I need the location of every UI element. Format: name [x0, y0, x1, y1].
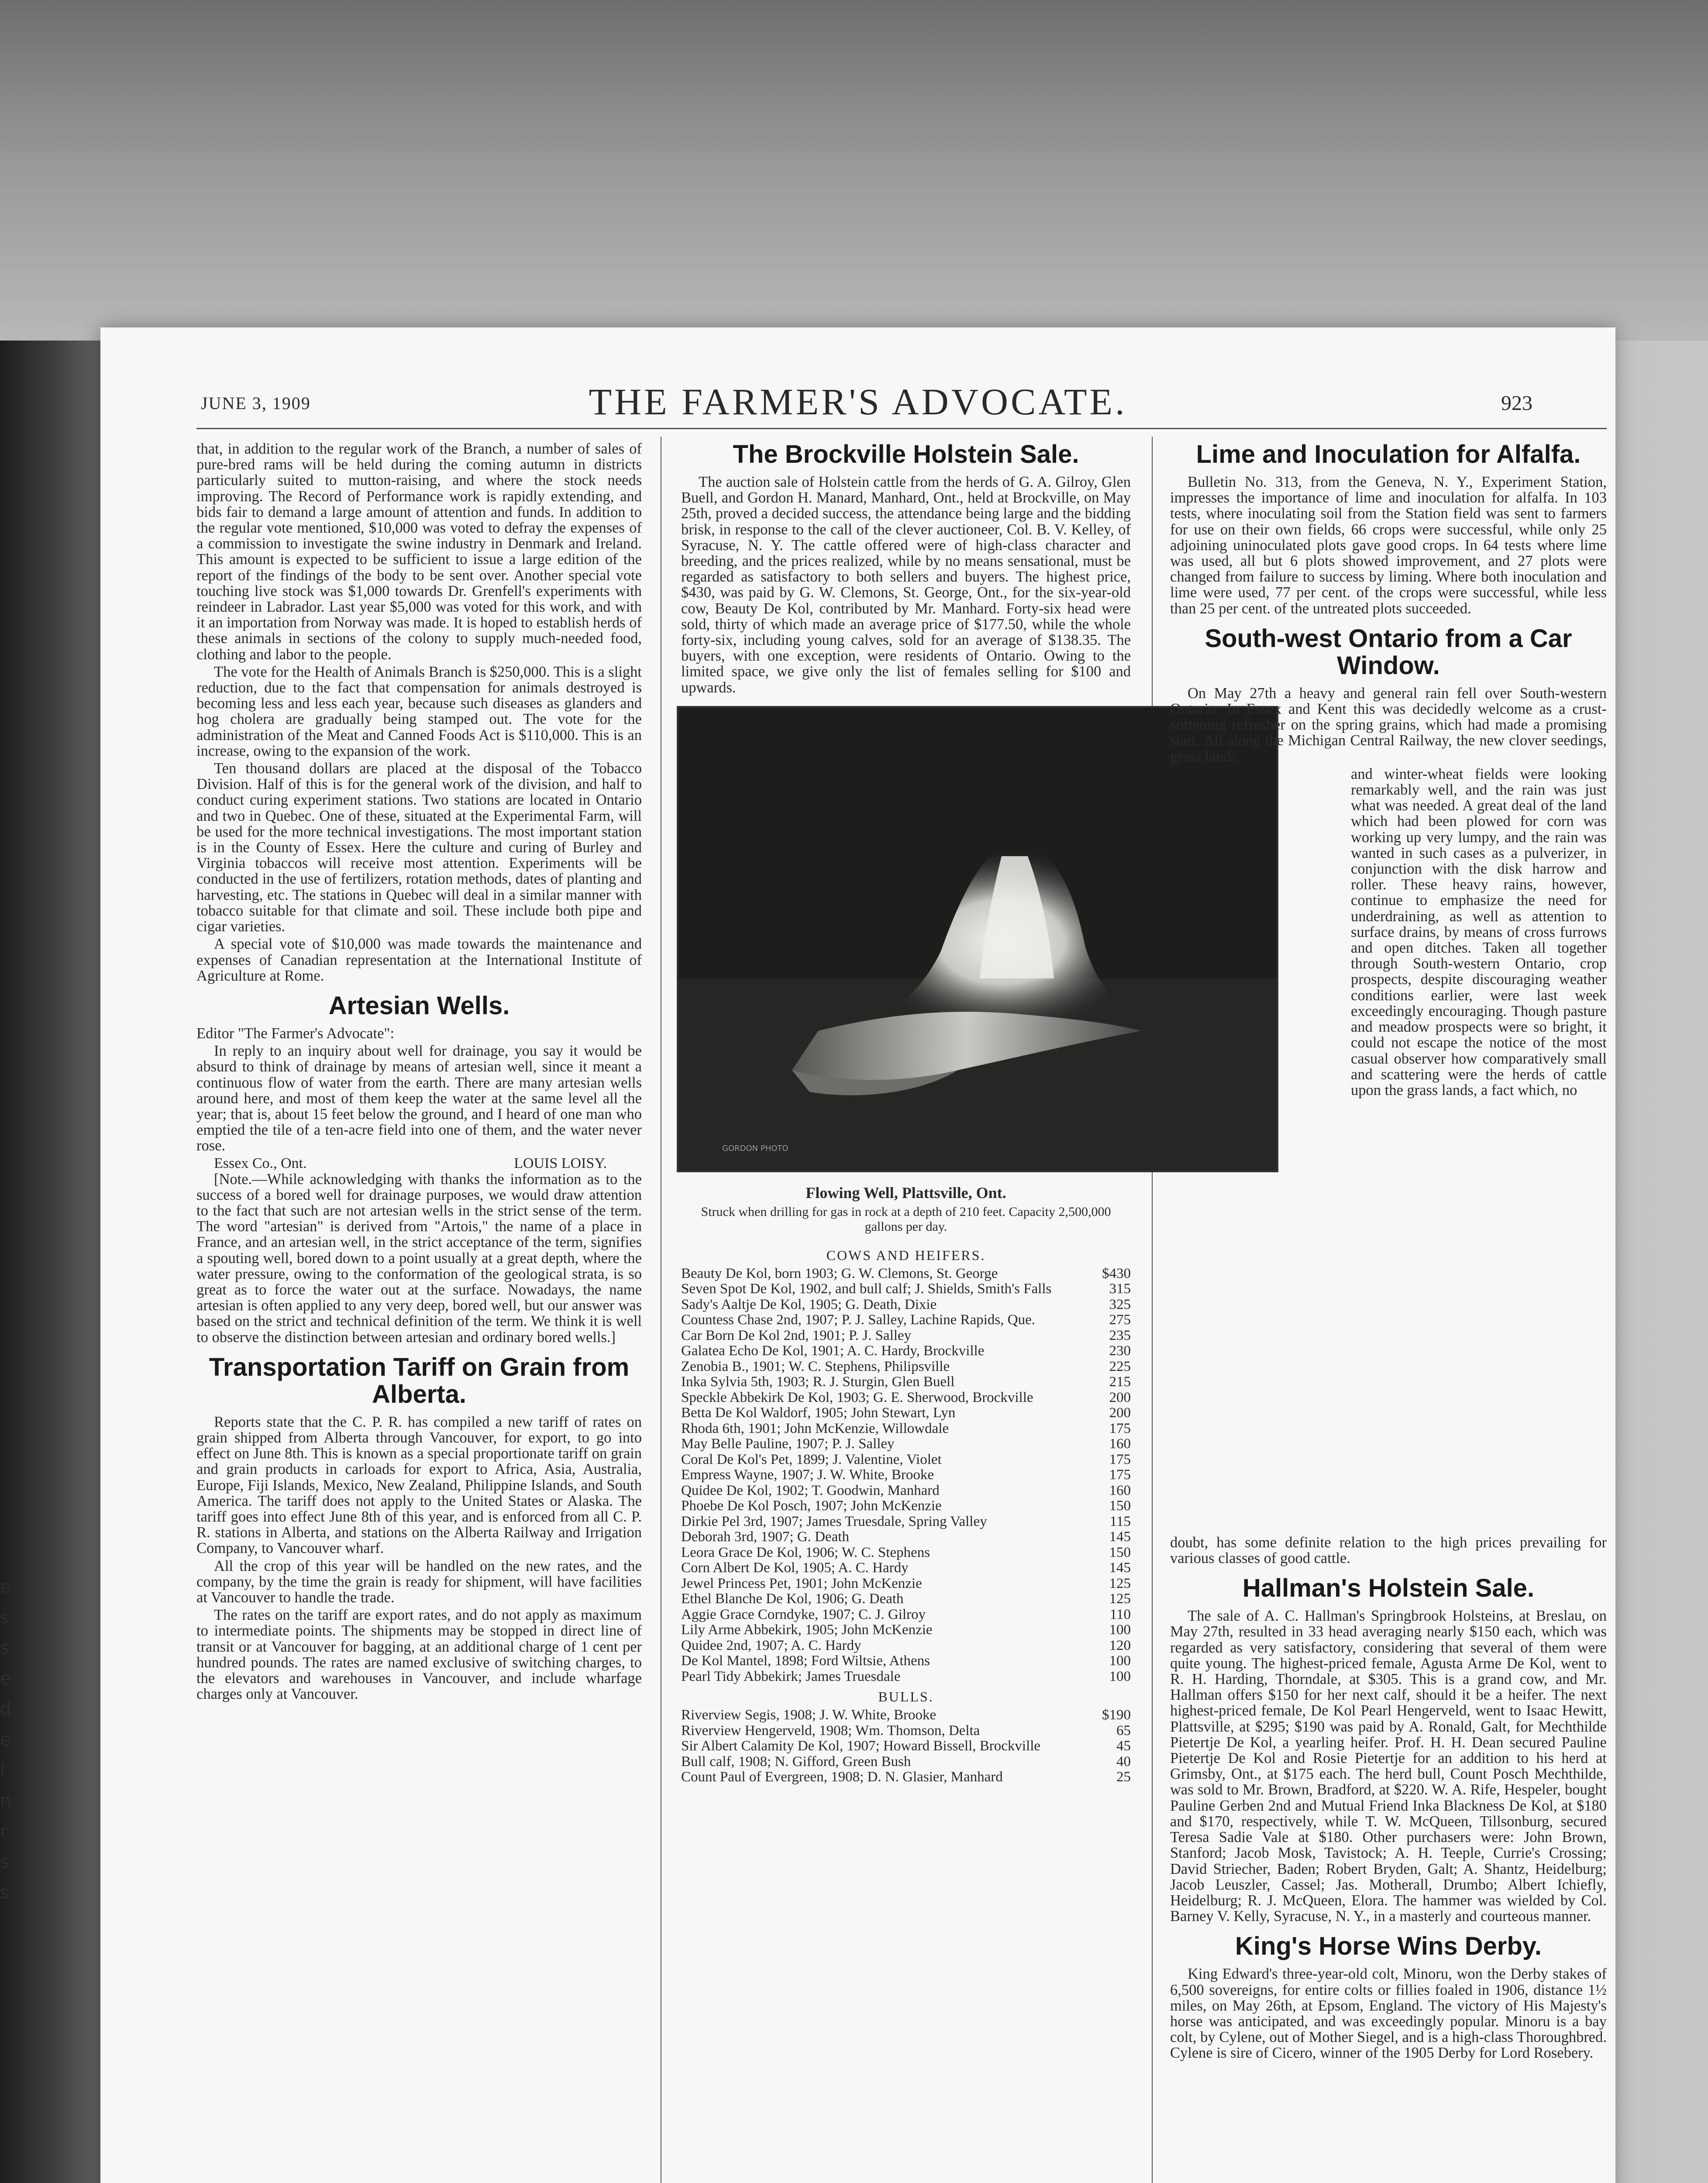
animal-buyer: Coral De Kol's Pet, 1899; J. Valentine, Violet: [681, 1451, 942, 1467]
left-margin-bleed-letters: [0, 1572, 61, 2183]
sale-price: 150: [1109, 1544, 1131, 1560]
photo-subcaption: Struck when drilling for gas in rock at a depth of 210 feet. Capacity 2,500,000 gallons per day.: [701, 1204, 1111, 1234]
cows-heading: COWS AND HEIFERS.: [826, 1247, 986, 1263]
sale-row: [681, 1560, 1131, 1576]
sale-row: [681, 1607, 1131, 1623]
animal-buyer: Corn Albert De Kol, 1905; A. C. Hardy: [681, 1560, 909, 1576]
paragraph: A special vote of $10,000 was made towards the maintenance and expenses of Canadian representation at the International Institute of Agriculture at Rome.: [196, 936, 642, 984]
sale-row: [681, 1723, 1131, 1739]
letter-signature: [196, 1156, 642, 1171]
right-column: [1170, 441, 1607, 2063]
sale-row: [681, 1467, 1131, 1483]
sale-row: [681, 1545, 1131, 1561]
animal-buyer: Car Born De Kol 2nd, 1901; P. J. Salley: [681, 1327, 912, 1343]
sale-price: 215: [1109, 1374, 1131, 1390]
animal-buyer: Pearl Tidy Abbekirk; James Truesdale: [681, 1668, 901, 1684]
sale-price: 120: [1109, 1637, 1131, 1653]
sale-price: 145: [1109, 1560, 1131, 1576]
sale-price: 110: [1109, 1606, 1131, 1622]
paragraph: doubt, has some definite relation to the high prices prevailing for various classes of good cattle.: [1170, 1534, 1607, 1567]
section-title-lime: Lime and Inoculation for Alfalfa.: [1196, 440, 1581, 468]
animal-buyer: Riverview Segis, 1908; J. W. White, Brooke: [681, 1707, 937, 1723]
paragraph: The sale of A. C. Hallman's Springbrook Holsteins, at Breslau, on May 27th, resulted in 33 head averaging nearly $150 each, which was regarded as very satisfactory, considering that several of them were quite young. The highest-priced female, Agusta Arme De Kol, went to R. H. Harding, Thorndale, at $305. This is a grand cow, and Mr. Hallman offers $150 for her next calf, should it be a heifer. The next highest-priced female, De Kol Pearl Hengerveld, went to Isaac Hewitt, Plattsville, at $295; $190 was paid by A. Ronald, Galt, for Mechthilde Pietertje De Kol, a yearling heifer. Prof. H. H. Dean secured Pauline Pietertje De Kol and Rosie Pietertje for an addition to his herd at Grimsby, Ont., at $175 each. The herd bull, Count Posch Mechthilde, was sold to Mr. Brown, Bradford, at $220. W. A. Rife, Hespeler, bought Pauline Gerben 2nd and Mutual Friend Inka Blackness De Kol, at $180 and $170, respectively, while T. W. McQueen, Tillsonburg, secured Teresa Sadie Vale at $180. Other purchasers were: John Brown, Stanford; Jacob Mosk, Tavistock; A. H. Teeple, Currie's Crossing; David Striecher, Baden; Robert Bryden, Galt; A. Shantz, Heidelburg; Jacob Leuszler, Cassel; Jas. Motherall, Drumbo; Albert Ichiefly, Heidelburg; R. J. McQueen, Elora. The hammer was wielded by Col. Barney V. Kelly, Syracuse, N. Y., in a masterly and courteous manner.: [1170, 1608, 1607, 1925]
section-title-derby: King's Horse Wins Derby.: [1235, 1932, 1542, 1961]
paragraph: In reply to an inquiry about well for drainage, you say it would be absurd to think of drainage by means of artesian well, since it meant a continuous flow of water from the earth. There are many artesian wells around here, and most of them keep the water at the same level all the year; that is, about 15 feet below the ground, and I heard of one man who emptied the tile of a ten-acre field into one of them, and the water never rose.: [196, 1043, 642, 1154]
margin-mark: s: [0, 1608, 9, 1628]
animal-buyer: Zenobia B., 1901; W. C. Stephens, Philipsville: [681, 1358, 950, 1374]
animal-buyer: Empress Wayne, 1907; J. W. White, Brooke: [681, 1467, 934, 1483]
sale-row: [681, 1436, 1131, 1452]
page-number: 923: [1501, 392, 1532, 415]
cows-sale-table: [681, 1266, 1131, 1685]
margin-mark: e: [0, 1577, 11, 1597]
sale-price: 125: [1109, 1591, 1131, 1607]
paragraph: On May 27th a heavy and general rain fell over South-western Ontario. In Essex and Kent this was decidedly welcome as a crust-softening refresher on the spring grains, which had made a promising start. All along the Michigan Central Railway, the new clover seedings, grass lands: [1170, 685, 1607, 765]
sale-price: $430: [1102, 1265, 1131, 1281]
margin-mark: r: [0, 1821, 7, 1842]
animal-buyer: Quidee De Kol, 1902; T. Goodwin, Manhard: [681, 1482, 940, 1498]
sale-row: [681, 1266, 1131, 1282]
sale-price: 160: [1109, 1436, 1131, 1452]
animal-buyer: De Kol Mantel, 1898; Ford Wiltsie, Athens: [681, 1653, 930, 1669]
sale-row: [681, 1739, 1131, 1754]
left-column: [196, 441, 642, 1704]
margin-mark: d: [0, 1699, 11, 1719]
paragraph: Bulletin No. 313, from the Geneva, N. Y., Experiment Station, impresses the importance of lime and inoculation for alfalfa. In 103 tests, where inoculating soil from the Station field was sent to farmers for use on their own fields, 66 crops were successful, while only 25 adjoining uninoculated plots gave good crops. In 64 tests where lime was used, all but 6 plots showed improvement, and 27 plots were changed from failure to success by liming. Where both inoculation and lime were used, 77 per cent. of the crops were successful, while less than 25 per cent. of the untreated plots succeeded.: [1170, 474, 1607, 617]
sale-row: [681, 1483, 1131, 1499]
sale-price: 230: [1109, 1343, 1131, 1359]
sale-row: [681, 1754, 1131, 1770]
margin-mark: s: [0, 1883, 9, 1903]
sale-price: 45: [1116, 1738, 1131, 1754]
sale-price: 40: [1116, 1753, 1131, 1770]
paragraph: The auction sale of Holstein cattle from the herds of G. A. Gilroy, Glen Buell, and Gordon H. Manard, Manhard, Ont., held at Brockville, on May 25th, proved a decided success, the attendance being large and the bidding brisk, in response to the call of the clever auctioneer, Col. B. V. Kelley, of Syracuse, N. Y. The cattle offered were of high-class character and breeding, and the prices realized, while by no means sensational, must be regarded as satisfactory to both sellers and buyers. The highest price, $430, was paid by G. W. Clemons, St. George, Ont., for the six-year-old cow, Beauty De Kol, contributed by Mr. Manhard. Forty-six head were sold, thirty of which made an average price of $177.50, while the whole forty-six, including young calves, sold for an average of $138.35. The buyers, with one exception, were residents of Ontario. Owing to the limited space, we give only the list of females selling for $100 and upwards.: [681, 474, 1131, 696]
margin-mark: s: [0, 1852, 9, 1872]
animal-buyer: Countess Chase 2nd, 1907; P. J. Salley, Lachine Rapids, Que.: [681, 1312, 1035, 1328]
sale-price: 175: [1109, 1451, 1131, 1467]
animal-buyer: Deborah 3rd, 1907; G. Death: [681, 1529, 849, 1545]
sale-row: [681, 1638, 1131, 1654]
animal-buyer: Count Paul of Evergreen, 1908; D. N. Glasier, Manhard: [681, 1769, 1003, 1785]
margin-mark: n: [0, 1791, 11, 1811]
animal-buyer: Dirkie Pel 3rd, 1907; James Truesdale, Spring Valley: [681, 1513, 987, 1529]
signature-place: Essex Co., Ont.: [214, 1155, 307, 1171]
paragraph: that, in addition to the regular work of the Branch, a number of sales of pure-bred rams will be held during the coming autumn in districts particularly suited to mutton-raising, and where the stock needs improving. The Record of Performance work is rapidly extending, and bids fair to demand a large amount of attention and funds. In addition to the regular vote mentioned, $10,000 was voted to defray the expenses of a commission to investigate the swine industry in Denmark and Ireland. This amount is expected to be sufficient to issue a large edition of the report of the findings of the body to be sent over. Another special vote touching live stock was $1,000 towards Dr. Grenfell's experiments with reindeer in Labrador. Last year $5,000 was voted for this work, and with it an importation from Norway was made. It is hoped to establish herds of these animals in sections of the colony to supply much-needed food, clothing and labor to the people.: [196, 441, 642, 663]
sale-price: 235: [1109, 1327, 1131, 1343]
paragraph: All the crop of this year will be handled on the new rates, and the company, by the time the grain is ready for shipment, will have facilities at Vancouver to handle the trade.: [196, 1557, 642, 1606]
animal-buyer: Jewel Princess Pet, 1901; John McKenzie: [681, 1575, 922, 1591]
animal-buyer: Leora Grace De Kol, 1906; W. C. Stephens: [681, 1544, 930, 1560]
section-title-hallman: Hallman's Holstein Sale.: [1242, 1574, 1535, 1603]
sale-row: [681, 1328, 1131, 1344]
sale-price: 225: [1109, 1358, 1131, 1374]
animal-buyer: Quidee 2nd, 1907; A. C. Hardy: [681, 1637, 861, 1653]
sale-row: [681, 1297, 1131, 1313]
paragraph: and winter-wheat fields were looking remarkably well, and the rain was just what was needed. A great deal of the land which had been plowed for corn was working up very lumpy, and the rain was wanted in such cases as a pulverizer, in conjunction with the disk harrow and roller. These heavy rains, however, continue to emphasize the need for underdraining, as well as attention to surface drains, by means of cross furrows and open ditches. Taken all together through South-western Ontario, crop prospects, despite discouraging weather conditions earlier, were last week exceedingly encouraging. Though pasture and meadow prospects were so bright, it could not escape the notice of the most casual observer how comparatively small and scattering were the herds of cattle upon the grass lands, a fact which, no: [1351, 765, 1607, 1098]
section-title-southwest: South-west Ontario from a Car Window.: [1205, 624, 1572, 680]
sale-row: [681, 1343, 1131, 1359]
sale-price: 125: [1109, 1575, 1131, 1591]
sale-price: 150: [1109, 1498, 1131, 1514]
sale-row: [681, 1669, 1131, 1685]
issue-date: JUNE 3, 1909: [201, 393, 311, 413]
editor-salutation: Editor "The Farmer's Advocate":: [196, 1025, 395, 1042]
photo-credit: GORDON PHOTO: [722, 1143, 789, 1153]
animal-buyer: Seven Spot De Kol, 1902, and bull calf; J. Shields, Smith's Falls: [681, 1281, 1052, 1297]
sale-price: $190: [1102, 1707, 1131, 1723]
animal-buyer: Bull calf, 1908; N. Gifford, Green Bush: [681, 1753, 911, 1770]
sale-price: 175: [1109, 1420, 1131, 1436]
animal-buyer: Sir Albert Calamity De Kol, 1907; Howard Bissell, Brockville: [681, 1738, 1041, 1754]
paragraph: Reports state that the C. P. R. has compiled a new tariff of rates on grain shipped from Alberta through Vancouver, for export, to go into effect on June 8th. This is known as a special proportionate tariff on grain and grain products in carloads for export to Africa, Asia, Australia, Europe, Fiji Islands, Mexico, New Zealand, Philippine Islands, and South America. The tariff does not apply to the United States or Alaska. The tariff goes into effect June 8th of this year, and is enforced from all C. P. R. stations in Alberta, and stations on the Alberta Railway and Irrigation Company, to Vancouver wharf.: [196, 1413, 642, 1557]
sale-row: [681, 1653, 1131, 1669]
sale-row: [681, 1390, 1131, 1406]
paragraph: The vote for the Health of Animals Branch is $250,000. This is a slight reduction, due to the fact that compensation for animals destroyed is becoming less and less each year, because such diseases as glanders and hog cholera are gradually being stamped out. The vote for the administration of the Meat and Canned Foods Act is $110,000. This is an increase, owing to the expansion of the work.: [196, 663, 642, 759]
margin-mark: e: [0, 1730, 11, 1750]
sale-price: 315: [1109, 1281, 1131, 1297]
section-title-artesian: Artesian Wells.: [328, 991, 510, 1020]
photo-overlap-space: [1166, 766, 1340, 1535]
animal-buyer: Betta De Kol Waldorf, 1905; John Stewart, Lyn: [681, 1405, 956, 1421]
sale-price: 100: [1109, 1668, 1131, 1684]
animal-buyer: Lily Arme Abbekirk, 1905; John McKenzie: [681, 1622, 933, 1638]
sale-price: 200: [1109, 1405, 1131, 1421]
signature-name: LOUIS LOISY.: [514, 1155, 607, 1171]
editor-note: [Note.—While acknowledging with thanks the information as to the success of a bored well for drainage purposes, we would draw attention to the fact that such are not artesian wells in the strict sense of the term. The word "artesian" is derived from "Artois," the name of a place in France, and an artesian well, in the strict acceptance of the term, signifies a spouting well, bored down to a point usually at a great depth, where the water pressure, owing to the conformation of the geological strata, is so great as to force the water out at the surface. Nowadays, the name artesian is often applied to any very deep, bored well, but our answer was based on the strict and technical definition of the term. We think it is well to observe the distinction between artesian and ordinary bored wells.]: [196, 1171, 642, 1346]
section-title-tariff: Transportation Tariff on Grain from Alberta.: [209, 1353, 630, 1408]
bulls-heading: BULLS.: [878, 1689, 934, 1705]
sale-row: [681, 1529, 1131, 1545]
sale-row: [681, 1359, 1131, 1375]
paragraph: King Edward's three-year-old colt, Minoru, won the Derby stakes of 6,500 sovereigns, for entire colts or fillies foaled in 1906, distance 1½ miles, on May 26th, at Epsom, England. The victory of His Majesty's horse was anticipated, and was exceedingly popular. Minoru is a bay colt, by Cylene, out of Mother Siegel, and is a high-class Thoroughbred. Cylene is sire of Cicero, winner of the 1905 Derby for Lord Rosebery.: [1170, 1966, 1607, 2062]
sale-row: [681, 1405, 1131, 1421]
sale-price: 200: [1109, 1389, 1131, 1405]
sale-price: 115: [1109, 1513, 1131, 1529]
sale-price: 145: [1109, 1529, 1131, 1545]
animal-buyer: Aggie Grace Corndyke, 1907; C. J. Gilroy: [681, 1606, 926, 1622]
margin-mark: e: [0, 1669, 11, 1689]
bulls-sale-table: [681, 1708, 1131, 1785]
paragraph: The rates on the tariff are export rates, and do not apply as maximum to intermediate points. The shipments may be stopped in direct line of transit or at Vancouver for bagging, at an additional charge of 1 cent per hundred pounds. The rates are named exclusive of switching charges, to the elevators and warehouses in Vancouver, and include wharfage charges only at Vancouver.: [196, 1607, 642, 1703]
masthead-title: THE FARMER'S ADVOCATE.: [589, 381, 1127, 423]
sale-row: [681, 1312, 1131, 1328]
sale-row: [681, 1281, 1131, 1297]
sale-row: [681, 1452, 1131, 1468]
sale-row: [681, 1622, 1131, 1638]
sale-row: [681, 1576, 1131, 1592]
animal-buyer: Speckle Abbekirk De Kol, 1903; G. E. Sherwood, Brockville: [681, 1389, 1033, 1405]
animal-buyer: Ethel Blanche De Kol, 1906; G. Death: [681, 1591, 904, 1607]
animal-buyer: Riverview Hengerveld, 1908; Wm. Thomson, Delta: [681, 1722, 980, 1739]
animal-buyer: May Belle Pauline, 1907; P. J. Salley: [681, 1436, 895, 1452]
middle-column: [681, 441, 1131, 1785]
sale-price: 100: [1109, 1622, 1131, 1638]
sale-price: 160: [1109, 1482, 1131, 1498]
sale-row: [681, 1514, 1131, 1530]
photo-caption: Flowing Well, Plattsville, Ont.: [806, 1184, 1006, 1202]
sale-price: 175: [1109, 1467, 1131, 1483]
sale-price: 25: [1116, 1769, 1131, 1785]
margin-mark: s: [0, 1638, 9, 1658]
animal-buyer: Galatea Echo De Kol, 1901; A. C. Hardy, Brockville: [681, 1343, 985, 1359]
animal-buyer: Inka Sylvia 5th, 1903; R. J. Sturgin, Glen Buell: [681, 1374, 955, 1390]
sale-price: 65: [1116, 1722, 1131, 1739]
animal-buyer: Phoebe De Kol Posch, 1907; John McKenzie: [681, 1498, 942, 1514]
sale-price: 325: [1109, 1296, 1131, 1312]
animal-buyer: Sady's Aaltje De Kol, 1905; G. Death, Dixie: [681, 1296, 937, 1312]
sale-price: 100: [1109, 1653, 1131, 1669]
animal-buyer: Beauty De Kol, born 1903; G. W. Clemons, St. George: [681, 1265, 998, 1281]
newspaper-page: [100, 327, 1615, 2183]
sale-row: [681, 1421, 1131, 1437]
sale-row: [681, 1374, 1131, 1390]
margin-mark: l: [0, 1760, 5, 1780]
scanner-top-shadow: [0, 0, 1708, 341]
sale-row: [681, 1770, 1131, 1785]
sale-price: 275: [1109, 1312, 1131, 1328]
header-rule: [196, 428, 1607, 429]
section-title-brockville: The Brockville Holstein Sale.: [733, 440, 1079, 468]
sale-row: [681, 1498, 1131, 1514]
paragraph: Ten thousand dollars are placed at the disposal of the Tobacco Division. Half of this is for the general work of the division, and half to conduct curing experiment stations. Two stations are located in Ontario and two in Quebec. One of these, situated at the Experimental Farm, will be used for the more technical investigations. The most important station is in the County of Essex. Here the culture and curing of Burley and Virginia tobaccos will receive most attention. Experiments will be conducted in the use of fertilizers, rotation methods, dates of planting and harvesting, etc. The stations in Quebec will deal in a similar manner with tobacco suitable for that climate and soil. These include both pipe and cigar varieties.: [196, 760, 642, 935]
animal-buyer: Rhoda 6th, 1901; John McKenzie, Willowdale: [681, 1420, 949, 1436]
column-divider-right: [1152, 437, 1153, 2183]
sale-row: [681, 1708, 1131, 1723]
sale-row: [681, 1591, 1131, 1607]
